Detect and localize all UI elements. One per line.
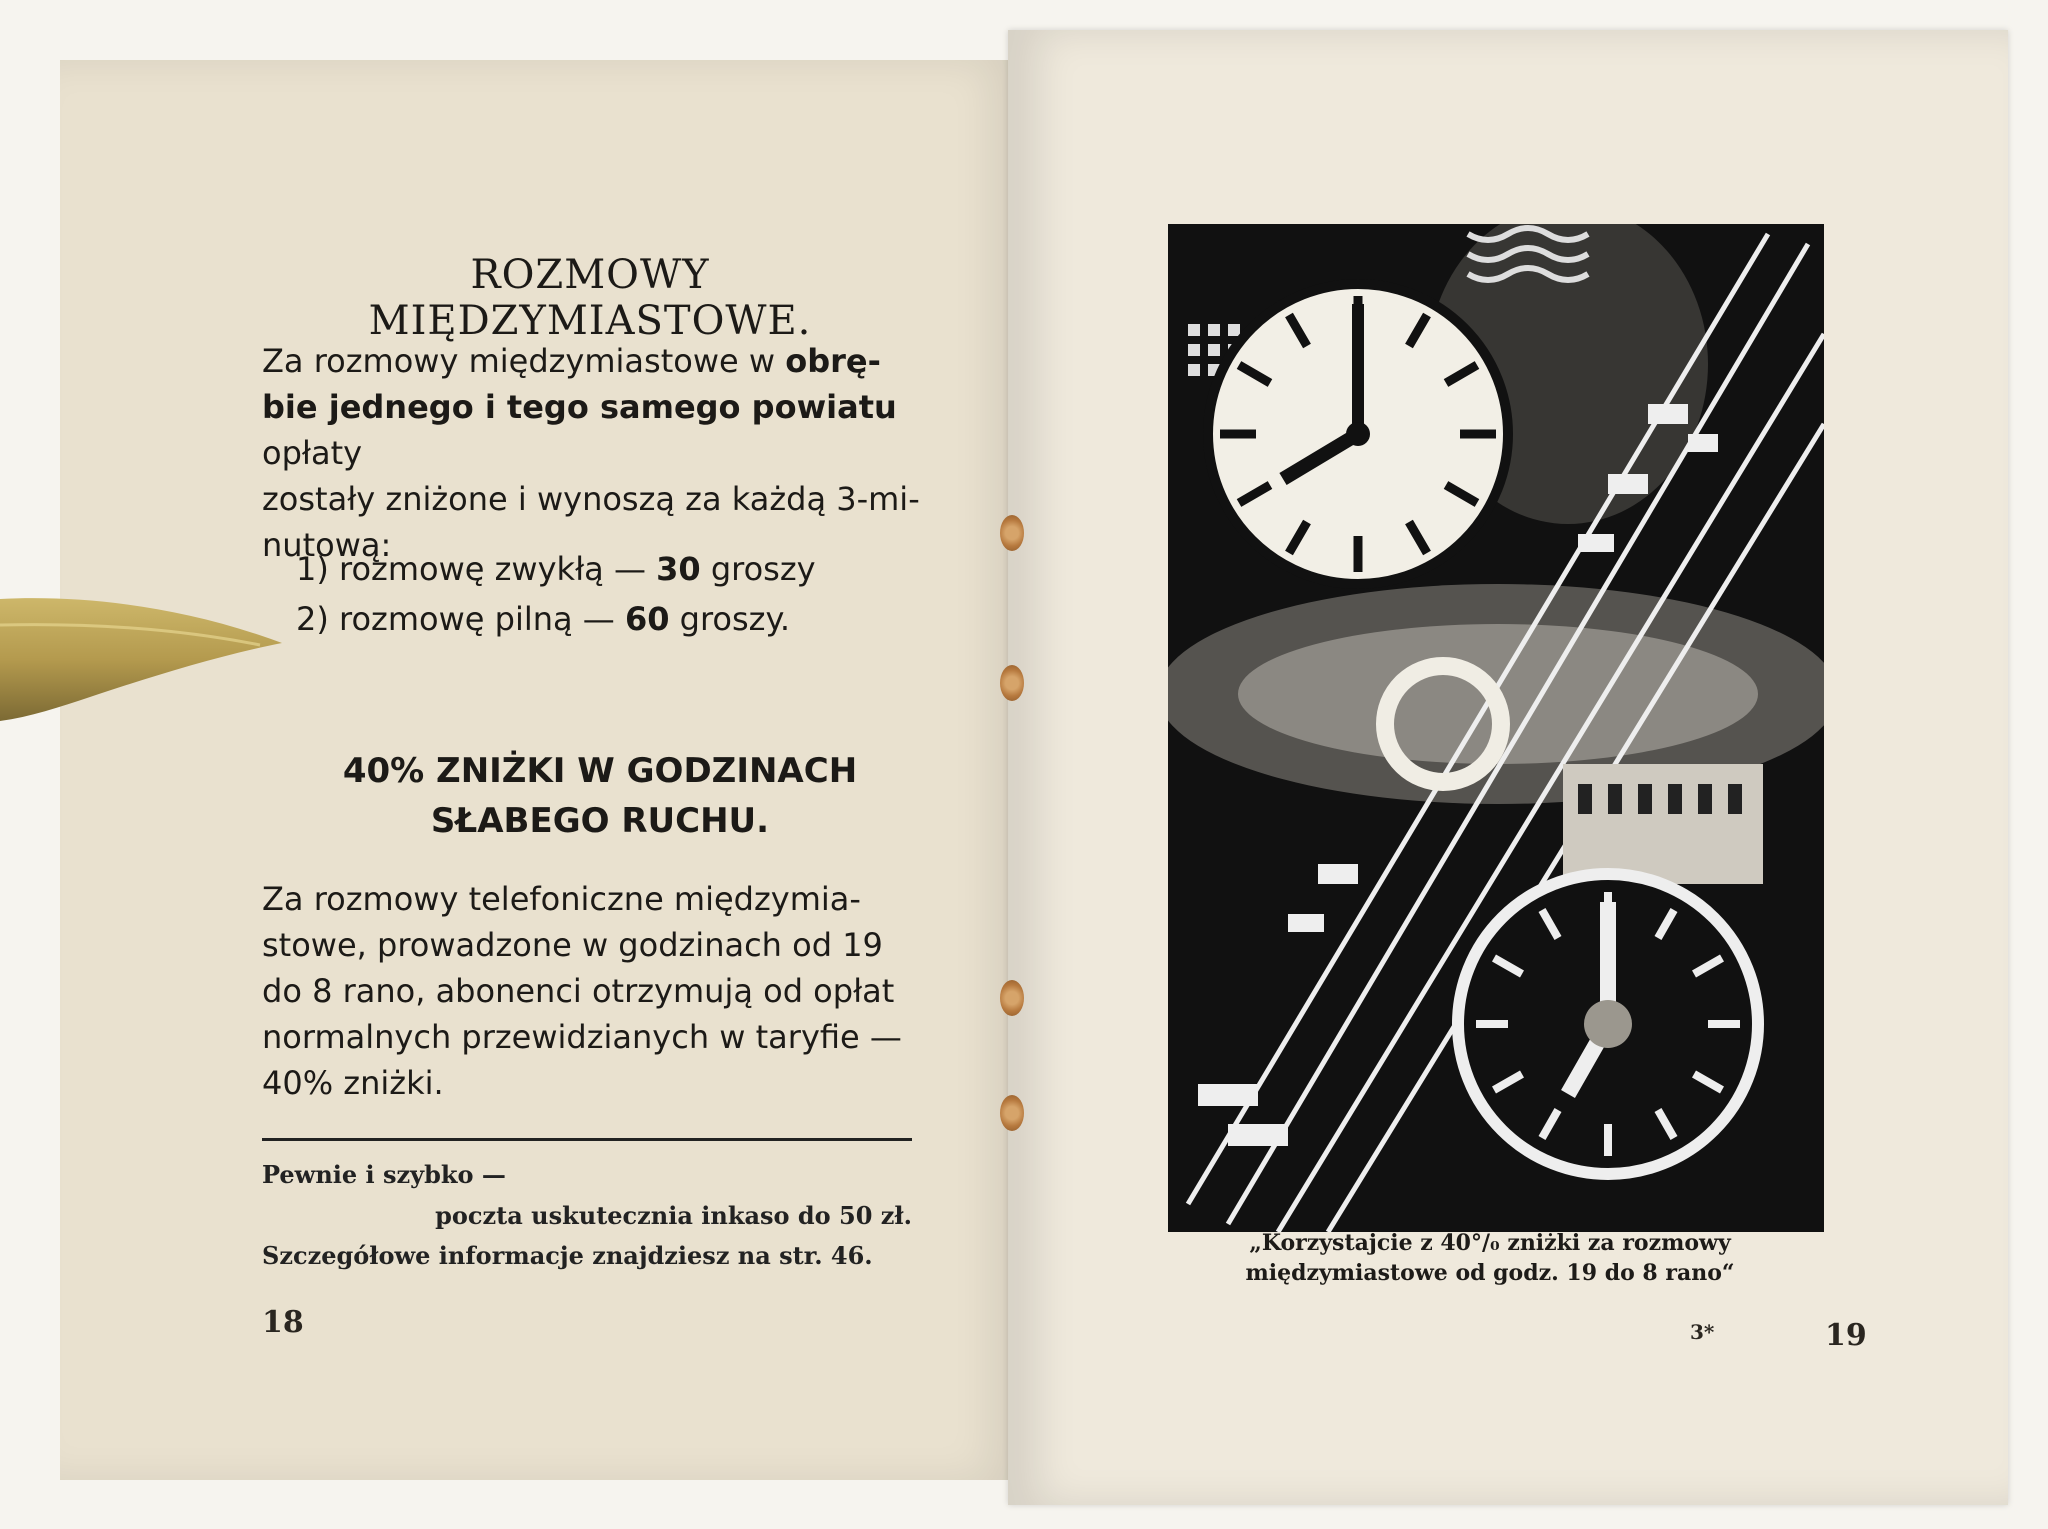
discount-paragraph: Za rozmowy telefoniczne międzymia- stowe, prowadzone w godzinach od 19 do 8 rano, abonenci otrzymują od opłat normalnych przewidzianych w taryfie — 40% zniżki. bbox=[262, 880, 902, 1102]
discount-heading: 40% ZNIŻKI W GODZINACH SŁABEGO RUCHU. bbox=[342, 751, 858, 841]
rate-item: 2) rozmowę pilną — 60 groszy. bbox=[296, 600, 791, 638]
clocks-illustration bbox=[1168, 224, 1824, 1232]
footnote-divider bbox=[262, 1138, 912, 1141]
paper-knife bbox=[0, 585, 290, 725]
intro-paragraph: Za rozmowy międzymiastowe w obrę- bie jednego i tego samego powiatu opłaty zostały zniżone i wynoszą za każdą 3-mi- nutową: bbox=[262, 342, 920, 564]
page-number-right: 19 bbox=[1825, 1318, 1867, 1353]
binding-stitch bbox=[1000, 1095, 1024, 1131]
binding-stitch bbox=[1000, 665, 1024, 701]
binding-stitch bbox=[1000, 980, 1024, 1016]
footnote-line-3: Szczegółowe informacje znajdziesz na str. 46. bbox=[262, 1241, 873, 1270]
rates-list bbox=[296, 546, 966, 642]
binding-stitch bbox=[1000, 515, 1024, 551]
illustration-caption: „Korzystajcie z 40°/₀ zniżki za rozmowy międzymiastowe od godz. 19 do 8 rano“ bbox=[1245, 1230, 1735, 1286]
footnote-line-2: poczta uskutecznia inkaso do 50 zł. bbox=[435, 1201, 912, 1230]
page-heading: ROZMOWY MIĘDZYMIASTOWE. bbox=[368, 252, 812, 344]
rate-item: 1) rozmowę zwykłą — 30 groszy bbox=[296, 550, 816, 588]
footnote-line-1: Pewnie i szybko — bbox=[262, 1160, 506, 1189]
signature-mark: 3* bbox=[1690, 1320, 1715, 1344]
page-number-left: 18 bbox=[262, 1305, 304, 1340]
